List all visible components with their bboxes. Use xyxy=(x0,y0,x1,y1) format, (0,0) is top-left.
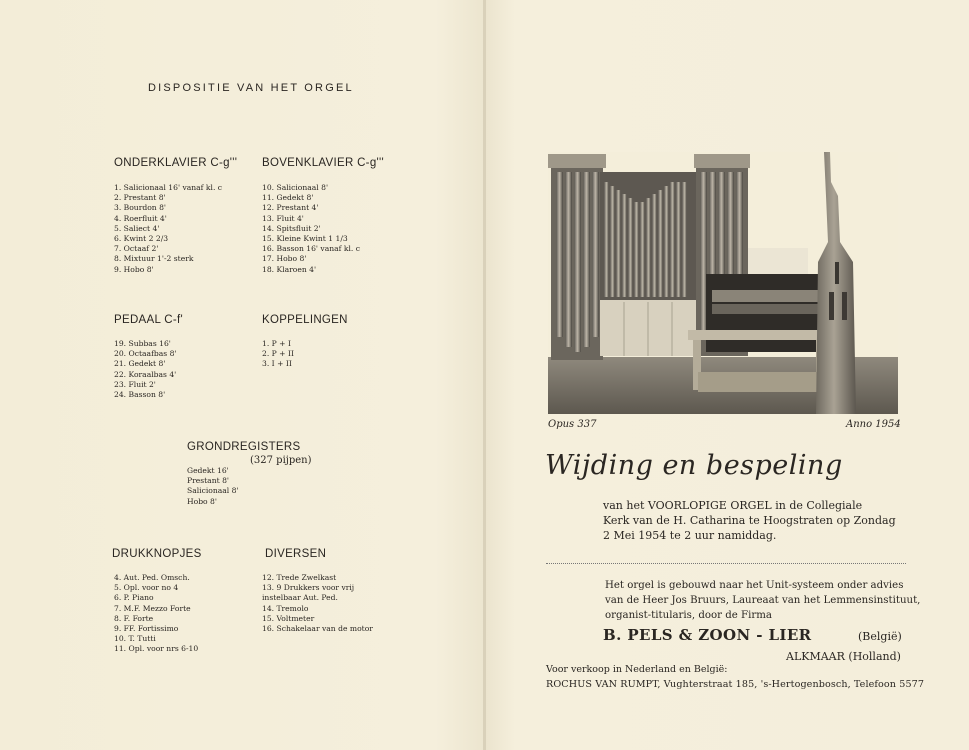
koppelingen-list xyxy=(262,339,294,370)
list-item: 15. Voltmeter xyxy=(262,613,315,623)
list-item: 11. Opl. voor nrs 6-10 xyxy=(114,644,199,654)
list-item: 6. P. Piano xyxy=(114,593,154,603)
list-item: Hobo 8' xyxy=(187,496,217,506)
list-item: 4. Aut. Ped. Omsch. xyxy=(114,573,190,582)
grondregisters-pipes: (327 pijpen) xyxy=(250,455,312,466)
list-item: 12. Prestant 4' xyxy=(262,203,319,213)
list-item: 16. Basson 16' vanaf kl. c xyxy=(262,244,361,254)
sales-label: Voor verkoop in Nederland en België: xyxy=(546,664,728,675)
list-item: 6. Kwint 2 2/3 xyxy=(114,234,169,244)
list-item: 9. Hobo 8' xyxy=(114,264,154,274)
diversen-heading: DIVERSEN xyxy=(265,548,327,560)
bovenklavier-list xyxy=(262,183,360,275)
list-item: 10. Salicionaal 8' xyxy=(262,183,329,192)
list-item: 3. I + II xyxy=(262,359,292,369)
list-item: 17. Hobo 8' xyxy=(262,254,307,264)
list-item: 1. Salicionaal 16' vanaf kl. c xyxy=(114,183,223,192)
dedication-line: van het VOORLOPIGE ORGEL in de Collegiale xyxy=(603,499,863,512)
list-item: 7. Octaaf 2' xyxy=(114,244,159,254)
list-item: 2. Prestant 8' xyxy=(114,193,166,203)
list-item: 3. Bourdon 8' xyxy=(114,203,166,213)
firm-city: ALKMAAR (Holland) xyxy=(786,650,901,663)
organ-photograph xyxy=(548,152,898,414)
list-item: 2. P + II xyxy=(262,349,294,359)
list-item: 13. 9 Drukkers voor vrij xyxy=(262,583,355,593)
list-item: 15. Kleine Kwint 1 1/3 xyxy=(262,234,348,244)
list-item: 5. Saliect 4' xyxy=(114,223,160,233)
builder-paragraph xyxy=(605,578,920,623)
list-item: 18. Klaroen 4' xyxy=(262,264,317,274)
list-item: 14. Tremolo xyxy=(262,603,309,613)
grondregisters-heading: GRONDREGISTERS xyxy=(187,441,301,453)
firm-name: B. PELS & ZOON - LIER xyxy=(603,626,812,644)
dedication-line: 2 Mei 1954 te 2 uur namiddag. xyxy=(603,529,777,542)
list-item: 22. Koraalbas 4' xyxy=(114,369,177,379)
bovenklavier-heading: BOVENKLAVIER C-g''' xyxy=(262,157,384,169)
list-item: 8. F. Forte xyxy=(114,613,154,623)
list-item: Gedekt 16' xyxy=(187,466,229,475)
list-item: 24. Basson 8' xyxy=(114,390,166,400)
list-item: 1. P + I xyxy=(262,339,291,348)
list-item: 5. Opl. voor no 4 xyxy=(114,583,179,593)
drukknopjes-list xyxy=(114,573,198,655)
page-title: DISPOSITIE VAN HET ORGEL xyxy=(148,82,354,94)
list-item: 4. Roerfluit 4' xyxy=(114,213,167,223)
dedication-line: Kerk van de H. Catharina te Hoogstraten op Zondag xyxy=(603,514,896,527)
builder-line: Het orgel is gebouwd naar het Unit-systeem onder advies xyxy=(605,580,904,591)
list-item: Prestant 8' xyxy=(187,476,229,486)
list-item: 9. FF. Fortissimo xyxy=(114,624,179,634)
list-item: 16. Schakelaar van de motor xyxy=(262,624,373,634)
list-item: 10. T. Tutti xyxy=(114,634,156,644)
list-item: 23. Fluit 2' xyxy=(114,379,156,389)
dotted-divider xyxy=(546,563,906,564)
opus-caption: Opus 337 xyxy=(548,419,597,430)
list-item: instelbaar Aut. Ped. xyxy=(262,593,338,603)
diversen-list xyxy=(262,573,373,634)
list-item: 13. Fluit 4' xyxy=(262,213,304,223)
list-item: 21. Gedekt 8' xyxy=(114,359,166,369)
onderklavier-heading: ONDERKLAVIER C-g''' xyxy=(114,157,238,169)
script-title: Wijding en bespeling xyxy=(545,450,843,481)
pedaal-list xyxy=(114,339,177,400)
firm-country: (België) xyxy=(858,630,902,643)
koppelingen-heading: KOPPELINGEN xyxy=(262,314,348,326)
left-page xyxy=(0,0,484,750)
builder-line: organist-titularis, door de Firma xyxy=(605,610,772,621)
sales-address: ROCHUS VAN RUMPT, Vughterstraat 185, 's-Hertogenbosch, Telefoon 5577 xyxy=(546,679,925,690)
grondregisters-list xyxy=(187,466,239,507)
list-item: Salicionaal 8' xyxy=(187,486,239,496)
list-item: 8. Mixtuur 1'-2 sterk xyxy=(114,254,194,264)
list-item: 12. Trede Zwelkast xyxy=(262,573,337,582)
pedaal-heading: PEDAAL C-f' xyxy=(114,314,183,326)
list-item: 7. M.F. Mezzo Forte xyxy=(114,603,191,613)
dedication-paragraph xyxy=(603,498,896,543)
year-caption: Anno 1954 xyxy=(846,419,901,430)
organ-photo-illustration xyxy=(548,152,898,414)
list-item: 19. Subbas 16' xyxy=(114,339,171,348)
drukknopjes-heading: DRUKKNOPJES xyxy=(112,548,202,560)
list-item: 14. Spitsfluit 2' xyxy=(262,223,321,233)
list-item: 11. Gedekt 8' xyxy=(262,193,314,203)
list-item: 20. Octaafbas 8' xyxy=(114,349,177,359)
onderklavier-list xyxy=(114,183,222,275)
builder-line: van de Heer Jos Bruurs, Laureaat van het Lemmensinstituut, xyxy=(605,595,921,606)
